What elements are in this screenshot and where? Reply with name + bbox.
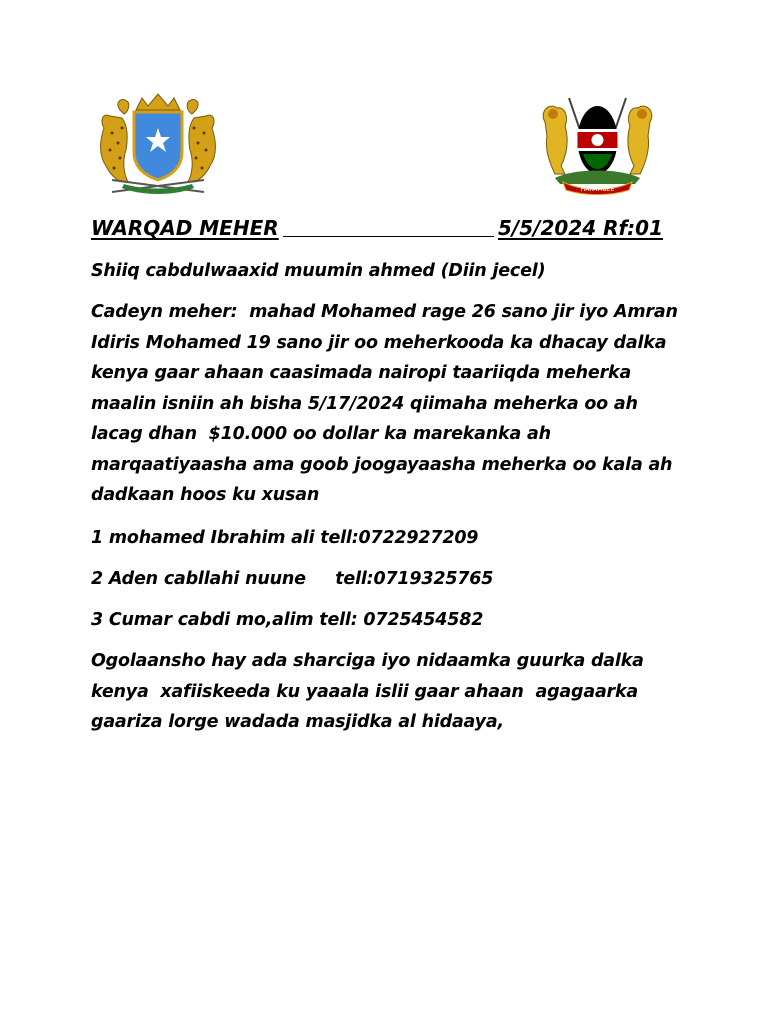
paragraph-line: marqaatiyaasha ama goob joogayaasha meherka oo kala ah [91,454,673,475]
document-reference: 5/5/2024 Rf:01 [498,216,663,240]
right-leopard-icon [187,100,215,182]
left-leopard-icon [101,100,129,182]
paragraph-line: maalin isniin ah bisha 5/17/2024 qiimaha meherka oo ah [91,393,638,414]
witness-text: 1 mohamed Ibrahim ali tell:0722927209 [91,528,479,548]
paragraph-line: Cadeyn meher: mahad Mohamed rage 26 sano jir iyo Amran [91,302,678,322]
officiant-line [91,256,671,287]
witness-item [91,564,671,595]
paragraph-line: Idiris Mohamed 19 sano jir oo meherkooda ka dhacay dalka [91,332,667,353]
heading-underline [283,216,494,237]
witness-item [91,605,671,636]
right-lion-icon [628,106,652,174]
document-heading [91,216,663,240]
marriage-certification-paragraph [91,297,678,511]
witness-item [91,523,671,554]
kenya-motto: HARAMBEE [580,186,615,193]
kenya-coat-of-arms-icon [535,92,660,197]
document-title: WARQAD MEHER [91,216,279,240]
left-lion-icon [543,106,567,174]
paragraph-line: kenya xafiiskeeda ku yaaala islii gaar ahaan agagaarka [91,681,639,702]
paragraph-line: lacag dhan $10.000 oo dollar ka marekanka ah [91,424,551,444]
paragraph-line: gaariza lorge wadada masjidka al hidaaya, [91,712,504,732]
paragraph-line: Ogolaansho hay ada sharciga iyo nidaamka guurka dalka [91,651,644,671]
officiant-text: Shiiq cabdulwaaxid muumin ahmed (Diin jecel) [91,261,546,281]
approval-paragraph [91,646,671,738]
witness-text: 3 Cumar cabdi mo,alim tell: 0725454582 [91,610,484,630]
somalia-coat-of-arms-icon [92,88,224,198]
paragraph-line: dadkaan hoos ku xusan [91,485,320,505]
paragraph-line: kenya gaar ahaan caasimada nairopi taariiqda meherka [91,363,632,383]
witness-text: 2 Aden cabllahi nuune tell:0719325765 [91,569,494,589]
